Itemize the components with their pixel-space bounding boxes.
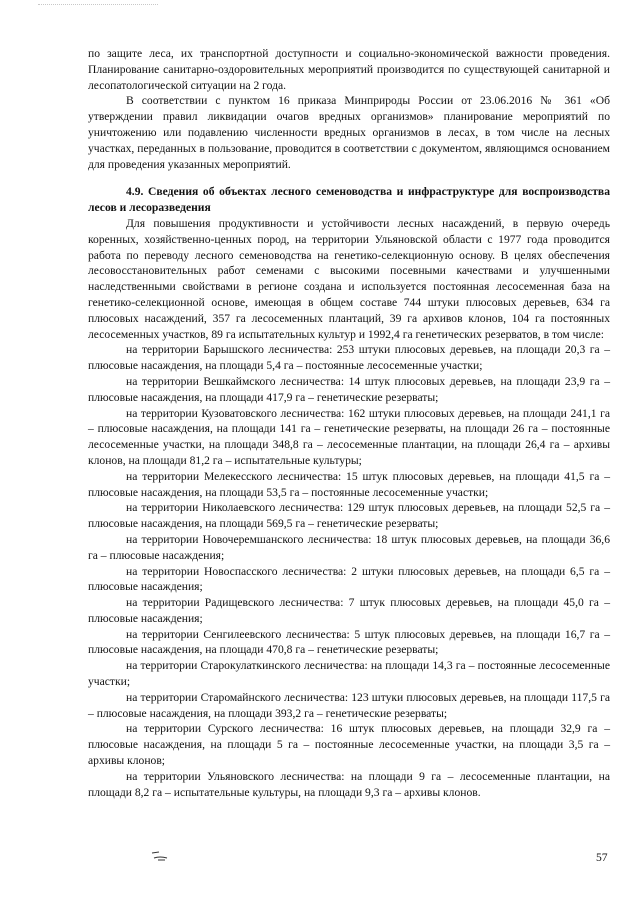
list-item: на территории Мелекесского лесничества: 15 штук плюсовых деревьев, на площади 41,5 га – плюсовые насаждения, на площади 53,5 га – постоянные лесосеменные участки; xyxy=(88,469,610,499)
list-item: на территории Радищевского лесничества: 7 штук плюсовых деревьев, на площади 45,0 га – плюсовые насаждения; xyxy=(88,596,610,625)
list-item: на территории Старокулаткинского лесничества: на площади 14,3 га – постоянные лесосеменные участки; xyxy=(88,659,610,689)
scan-artifact xyxy=(38,4,158,9)
document-body xyxy=(88,46,610,800)
list-item: на территории Вешкаймского лесничества: 14 штук плюсовых деревьев, на площади 23,9 га – плюсовые насаждения, на площади 417,9 га – генетические резерваты; xyxy=(88,374,610,404)
list-item: на территории Новоспасского лесничества: 2 штуки плюсовых деревьев, на площади 6,5 га – плюсовые насаждения; xyxy=(88,564,610,594)
section-heading: 4.9. Сведения об объектах лесного семеноводства и инфраструктуре для воспроизводства лесов и лесоразведения xyxy=(88,185,610,215)
list-item: на территории Старомайнского лесничества: 123 штуки плюсовых деревьев, на площади 117,5 га – плюсовые насаждения, на площади 393,2 га – генетические резерваты; xyxy=(88,690,610,720)
page-number: 57 xyxy=(596,851,608,864)
paragraph-continuation: по защите леса, их транспортной доступности и социально-экономической важности проведения. Планирование санитарно-оздоровительных мероприятий производится по существующей санитарной и лесопатологической ситуации на 2 года. xyxy=(88,47,610,92)
list-item: на территории Сурского лесничества: 16 штук плюсовых деревьев, на площади 32,9 га – плюсовые насаждения, на площади 5 га – постоянные лесосеменные участки, на площади 3,5 га – архивы клонов; xyxy=(88,722,610,768)
list-item: на территории Барышского лесничества: 253 штуки плюсовых деревьев, на площади 20,3 га – плюсовые насаждения, на площади 5,4 га – постоянные лесосеменные участки; xyxy=(88,343,610,373)
list-item: на территории Новочеремшанского лесничества: 18 штук плюсовых деревьев, на площади 36,6 га – плюсовые насаждения; xyxy=(88,532,610,562)
paragraph-order-reference: В соответствии с пунктом 16 приказа Минприроды России от 23.06.2016 № 361 «Об утверждении правил ликвидации очагов вредных организмов» планирование мероприятий по уничтожению или подавлению численности вредных организмов в лесах, в том числе на лесных участках, переданных в пользование, проводится в соответствии с документом, являющимся основанием для проведения указанных мероприятий. xyxy=(88,94,610,171)
pen-mark xyxy=(150,850,170,862)
list-item: на территории Сенгилеевского лесничества: 5 штук плюсовых деревьев, на площади 16,7 га – плюсовые насаждения, на площади 470,8 га – генетические резерваты; xyxy=(88,627,610,657)
list-item: на территории Кузоватовского лесничества: 162 штуки плюсовых деревьев, на площади 241,1 га – плюсовые насаждения, на площади 141 га – генетические резерваты, на площади 26 га – постоянные лесосеменные участки, на площади 348,8 га – лесосеменные плантации, на площади 26,4 га – архивы клонов, на площади 81,2 га – испытательные культуры; xyxy=(88,406,610,467)
list-item: на территории Ульяновского лесничества: на площади 9 га – лесосеменные плантации, на площади 8,2 га – испытательные культуры, на площади 9,3 га – архивы клонов. xyxy=(88,769,610,799)
section-intro: Для повышения продуктивности и устойчивости лесных насаждений, в первую очередь коренных, хозяйственно-ценных пород, на территории Ульяновской области с 1977 года проводится работа по переводу лесного семеноводства на генетико-селекционную основу. В целях обеспечения лесовосстановительных работ семенами с высокими посевными качествами и улучшенными наследственными свойствами в регионе создана и используется постоянная лесосеменная база на генетико-селекционной основе, имеющая в общем составе 744 штуки плюсовых деревьев, 634 га плюсовых насаждений, 357 га лесосеменных плантаций, 39 га архивов клонов, 104 га постоянных лесосеменных участков, 89 га испытательных культур и 1992,4 га генетических резерватов, в том числе: xyxy=(88,216,610,341)
list-item: на территории Николаевского лесничества: 129 штук плюсовых деревьев, на площади 52,5 га – плюсовые насаждения, на площади 569,5 га – генетические резерваты; xyxy=(88,501,610,531)
